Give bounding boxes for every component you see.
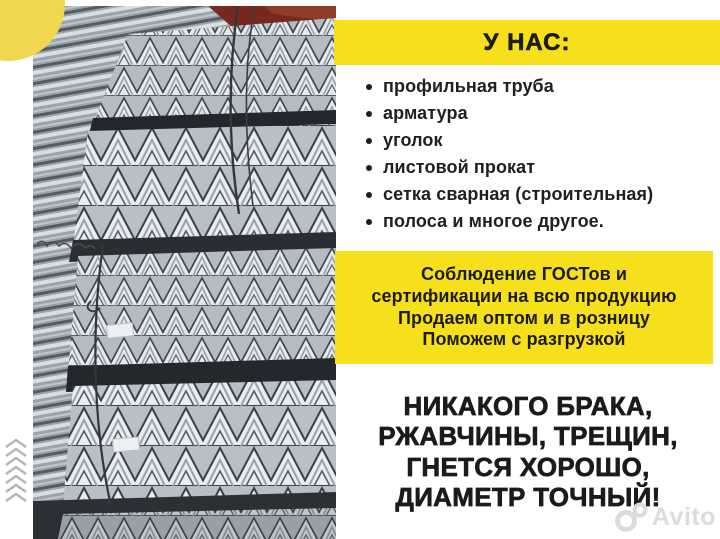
bullet-dot-icon <box>366 165 372 171</box>
headline-line: ГНЕТСЯ ХОРОШО, <box>406 451 650 482</box>
bullet-dot-icon <box>366 84 372 90</box>
list-item-label: листовой прокат <box>383 157 536 177</box>
avito-watermark <box>613 502 716 532</box>
bullet-dot-icon <box>366 219 372 225</box>
headline <box>336 391 720 513</box>
list-item <box>366 208 716 235</box>
steel-angles-illustration <box>33 6 336 539</box>
chevrons-up-icon <box>5 439 27 505</box>
list-item <box>366 100 716 127</box>
guarantee-line: сертификации на всю продукцию <box>371 285 677 306</box>
bullet-dot-icon <box>366 192 372 198</box>
bullet-dot-icon <box>366 111 372 117</box>
guarantee-line: Соблюдение ГОСТов и <box>420 263 628 284</box>
watermark-label: Avito <box>651 502 716 531</box>
guarantee-line: Продаем оптом и в розницу <box>397 307 651 328</box>
bullet-dot-icon <box>366 138 372 144</box>
products-list <box>366 73 716 235</box>
list-item <box>366 73 716 100</box>
list-item-label: полоса и многое другое. <box>383 211 604 231</box>
list-item <box>366 154 716 181</box>
list-item <box>366 181 716 208</box>
header-title: У НАС: <box>483 28 571 56</box>
list-item <box>366 127 716 154</box>
camera-circles-icon <box>613 502 649 532</box>
guarantee-line: Поможем с разгрузкой <box>422 329 626 350</box>
steel-angles-photo <box>33 6 336 539</box>
headline-line: ДИАМЕТР ТОЧНЫЙ! <box>395 482 661 513</box>
headline-line: НИКАКОГО БРАКА, <box>403 391 653 421</box>
list-item-label: уголок <box>383 130 443 150</box>
headline-line: РЖАВЧИНЫ, ТРЕЩИН, <box>378 421 678 452</box>
guarantee-box <box>335 251 713 364</box>
list-item-label: профильная труба <box>383 76 554 96</box>
header-band <box>334 20 720 65</box>
list-item-label: арматура <box>383 103 468 123</box>
list-item-label: сетка сварная (строительная) <box>383 184 654 204</box>
